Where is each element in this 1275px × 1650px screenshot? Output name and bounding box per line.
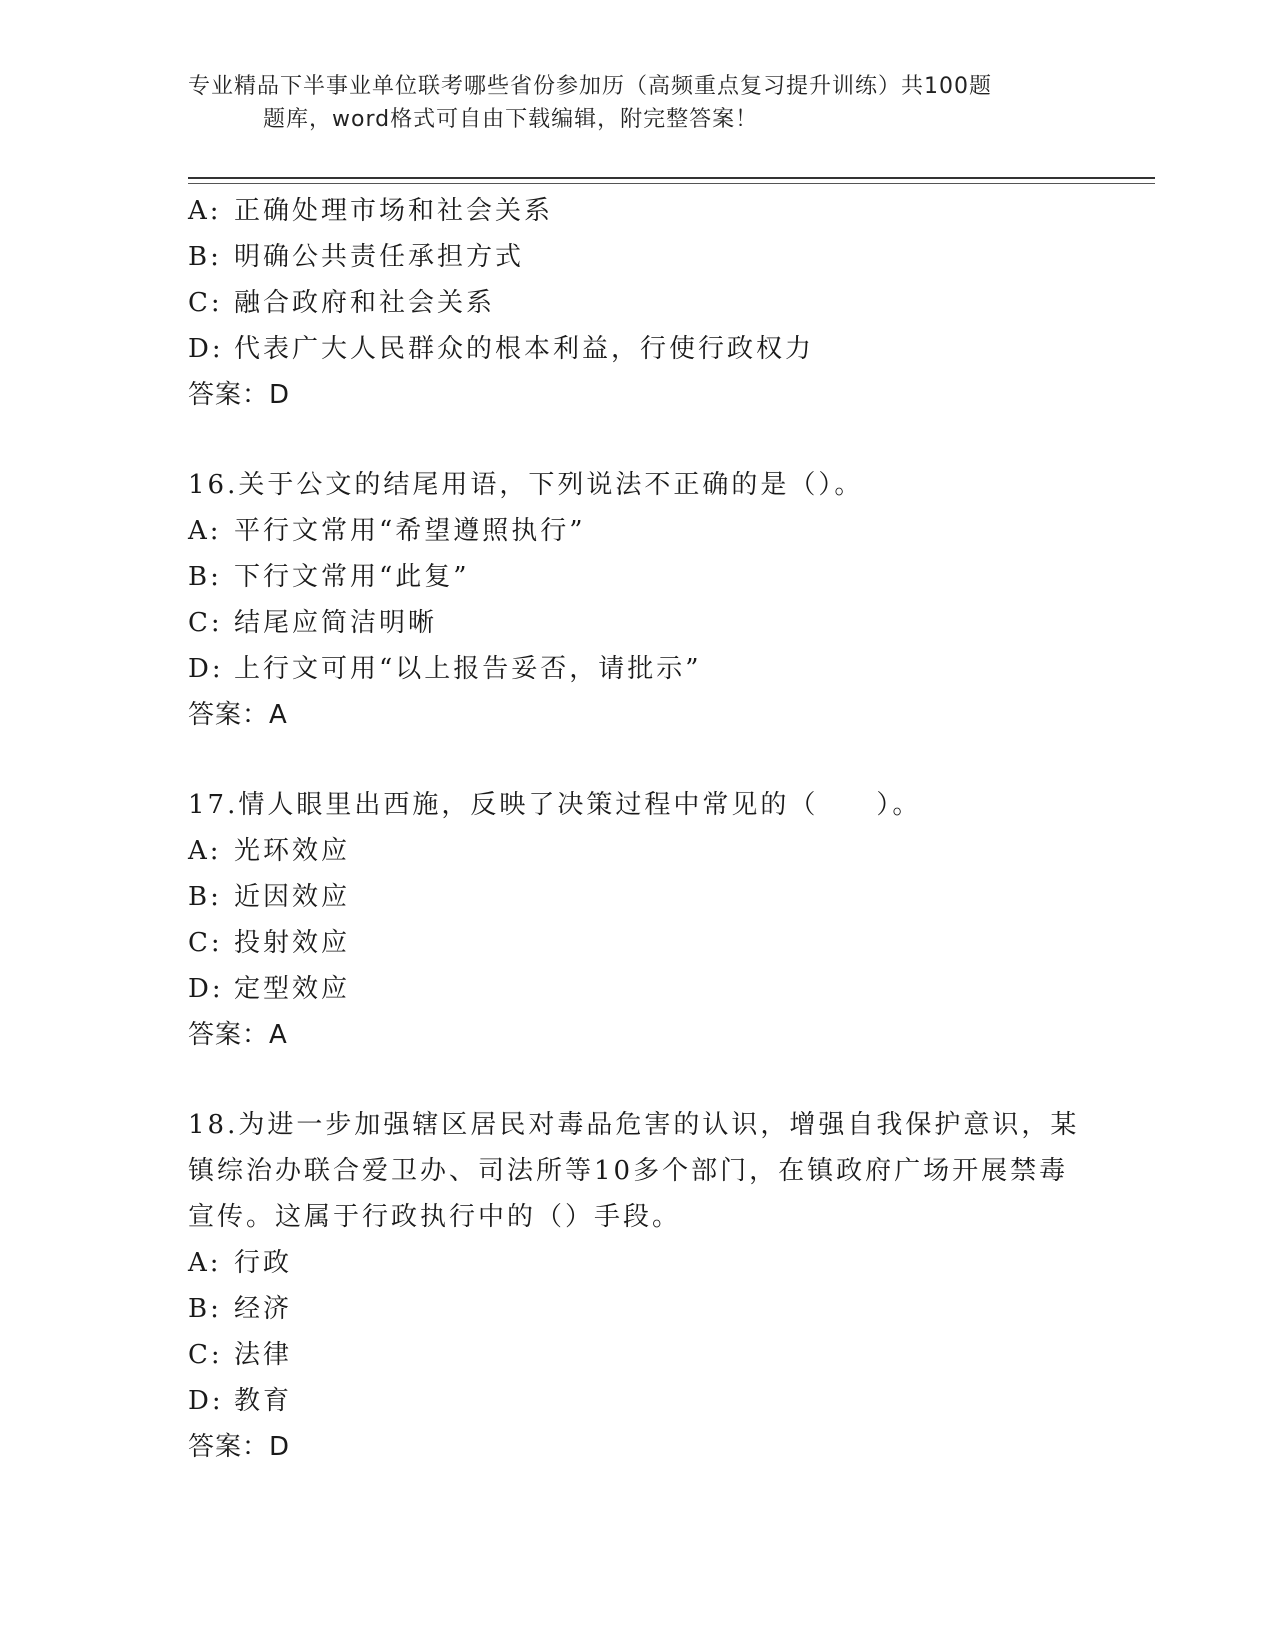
option-d: D: 定型效应 [188, 974, 351, 1004]
option-d: D: 代表广大人民群众的根本利益，行使行政权力 [188, 334, 815, 364]
option-b: B: 下行文常用“此复” [188, 562, 470, 592]
answer: 答案：A [188, 700, 288, 730]
question-block-18 [188, 1102, 1088, 1470]
question-stem-line: 镇综治办联合爱卫办、司法所等10多个部门，在镇政府广场开展禁毒 [188, 1156, 1069, 1186]
page-header [188, 70, 1068, 136]
question-block-17 [188, 782, 1088, 1058]
option-b: B: 明确公共责任承担方式 [188, 242, 525, 272]
question-stem: 16.关于公文的结尾用语，下列说法不正确的是（）。 [188, 470, 864, 500]
answer: 答案：D [188, 380, 291, 410]
option-d: D: 教育 [188, 1386, 293, 1416]
question-stem-line: 宣传。这属于行政执行中的（）手段。 [188, 1202, 682, 1232]
question-stem-line: 18.为进一步加强辖区居民对毒品危害的认识，增强自我保护意识，某 [188, 1110, 1080, 1140]
option-c: C: 法律 [188, 1340, 293, 1370]
option-a: A: 行政 [188, 1248, 293, 1278]
option-c: C: 投射效应 [188, 928, 351, 958]
option-d: D: 上行文可用“以上报告妥否，请批示” [188, 654, 702, 684]
option-a: A: 光环效应 [188, 836, 351, 866]
answer: 答案：A [188, 1020, 288, 1050]
answer: 答案：D [188, 1432, 291, 1462]
question-block-15 [188, 188, 1088, 418]
header-rule-thick [188, 177, 1155, 179]
header-title-line2: 题库，word格式可自由下载编辑，附完整答案！ [263, 107, 759, 132]
option-c: C: 融合政府和社会关系 [188, 288, 496, 318]
question-stem: 17.情人眼里出西施，反映了决策过程中常见的（ ）。 [188, 790, 922, 820]
question-block-16 [188, 462, 1088, 738]
question-content [188, 188, 1088, 1514]
option-c: C: 结尾应简洁明晰 [188, 608, 438, 638]
option-b: B: 经济 [188, 1294, 293, 1324]
option-a: A: 正确处理市场和社会关系 [188, 196, 554, 226]
header-rule-thin [188, 183, 1155, 184]
header-title-line1: 专业精品下半事业单位联考哪些省份参加历（高频重点复习提升训练）共100题 [188, 74, 992, 99]
option-a: A: 平行文常用“希望遵照执行” [188, 516, 586, 546]
option-b: B: 近因效应 [188, 882, 351, 912]
